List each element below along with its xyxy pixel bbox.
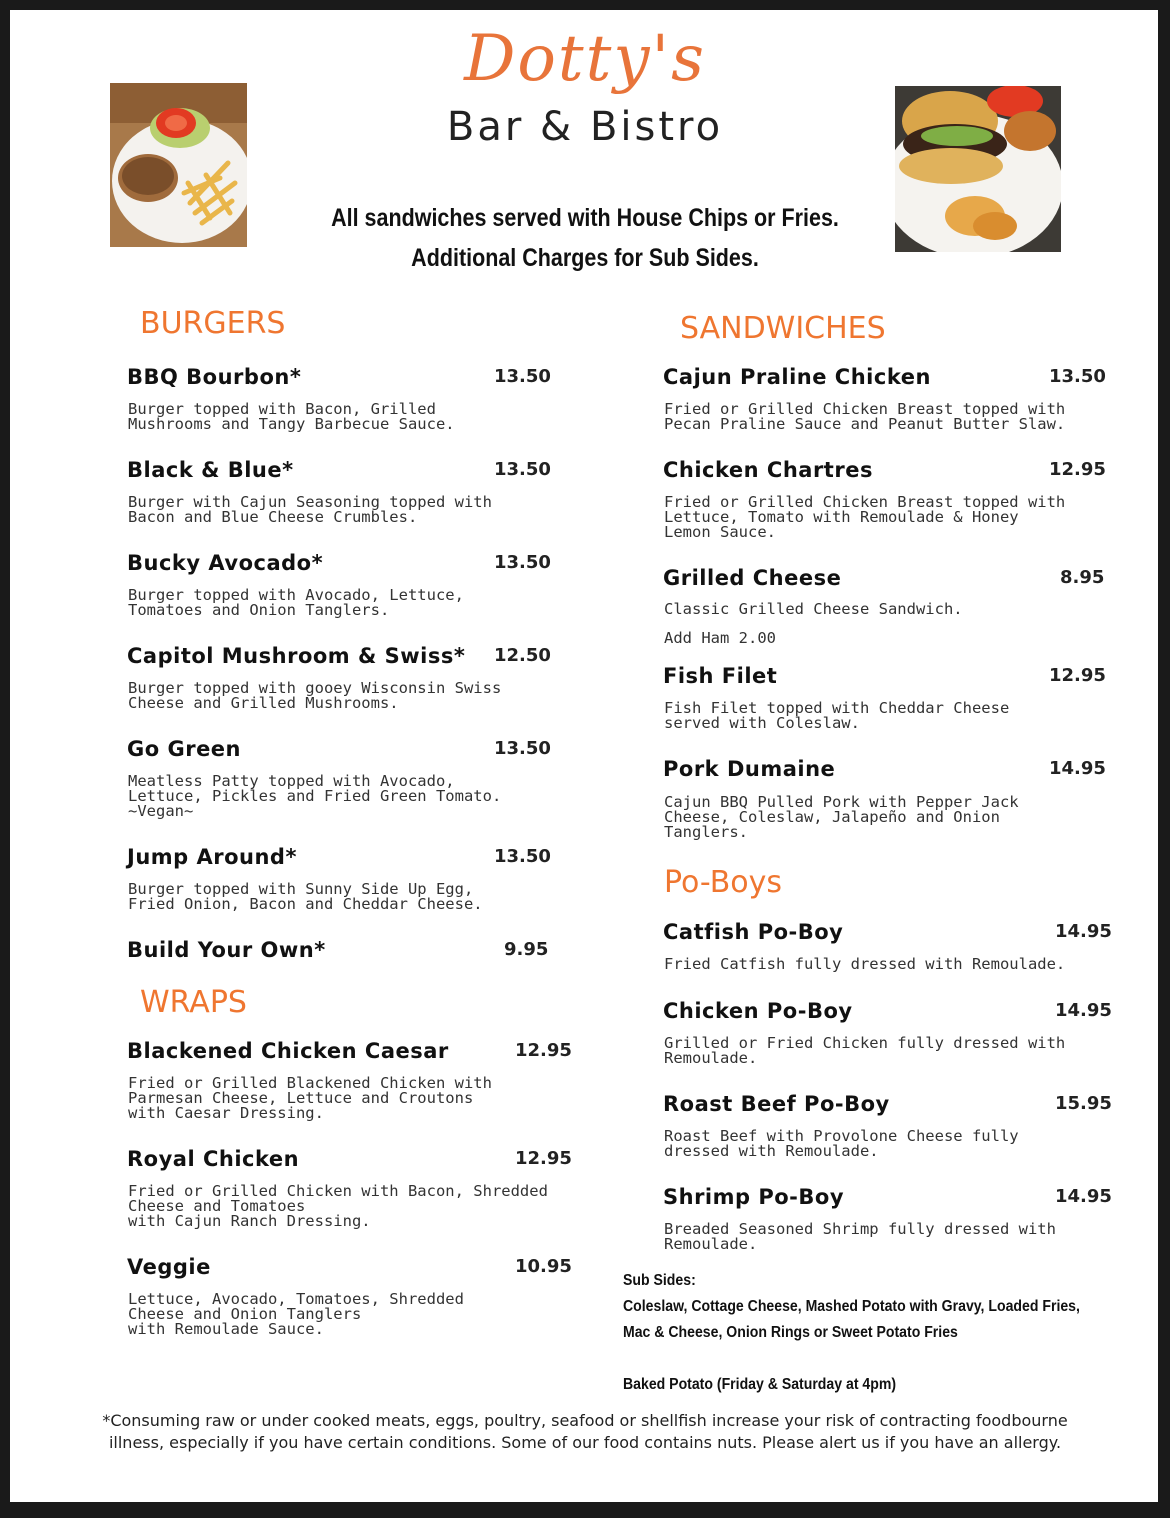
menu-item-description: Fried Catfish fully dressed with Remoulade.	[664, 955, 1066, 973]
menu-item-name: Black & Blue*	[127, 458, 294, 482]
menu-item-price: 10.95	[515, 1256, 572, 1277]
menu-item-price: 14.95	[1055, 1186, 1112, 1207]
menu-item-price: 14.95	[1055, 1000, 1112, 1021]
menu-item-description: Breaded Seasoned Shrimp fully dressed with Remoulade.	[664, 1220, 1056, 1253]
allergy-footnote: *Consuming raw or under cooked meats, eggs, poultry, seafood or shellfish increase your risk of contracting foodbourne illness, especially if you have certain conditions. Some of our food contains nuts. Please alert us if you have an allergy.	[102, 1411, 1068, 1452]
menu-item-price: 8.95	[1060, 567, 1105, 588]
section-sandwiches-title: SANDWICHES	[680, 311, 886, 346]
menu-item-description: Fried or Grilled Chicken Breast topped with Pecan Praline Sauce and Peanut Butter Slaw.	[664, 400, 1066, 433]
menu-item-price: 13.50	[494, 552, 551, 573]
menu-item-price: 12.95	[515, 1040, 572, 1061]
menu-item-description: Fish Filet topped with Cheddar Cheese served with Coleslaw.	[664, 699, 1010, 732]
menu-item-description: Burger topped with Bacon, Grilled Mushrooms and Tangy Barbecue Sauce.	[128, 400, 455, 433]
menu-item-name: Roast Beef Po-Boy	[663, 1092, 890, 1116]
menu-item-description: Burger topped with gooey Wisconsin Swiss Cheese and Grilled Mushrooms.	[128, 679, 502, 712]
sub-sides-line2: Mac & Cheese, Onion Rings or Sweet Potato Fries	[623, 1324, 958, 1341]
menu-item-description: Lettuce, Avocado, Tomatoes, Shredded Cheese and Onion Tanglers with Remoulade Sauce.	[128, 1290, 464, 1338]
menu-item-price: 12.95	[515, 1148, 572, 1169]
menu-item-description: Burger with Cajun Seasoning topped with Bacon and Blue Cheese Crumbles.	[128, 493, 492, 526]
menu-item-description: Meatless Patty topped with Avocado, Lettuce, Pickles and Fried Green Tomato. ~Vegan~	[128, 772, 502, 820]
menu-item-description: Cajun BBQ Pulled Pork with Pepper Jack Cheese, Coleslaw, Jalapeño and Onion Tanglers.	[664, 793, 1019, 841]
menu-item-price: 14.95	[1055, 921, 1112, 942]
menu-item-price: 15.95	[1055, 1093, 1112, 1114]
brand-subtitle: Bar & Bistro	[446, 104, 724, 150]
menu-item-price: 13.50	[494, 366, 551, 387]
menu-item-name: Pork Dumaine	[663, 757, 836, 781]
menu-item-name: Build Your Own*	[127, 938, 326, 962]
menu-item-name: Cajun Praline Chicken	[663, 365, 931, 389]
menu-item-description: Grilled or Fried Chicken fully dressed with Remoulade.	[664, 1034, 1066, 1067]
menu-item-price: 12.95	[1049, 665, 1106, 686]
menu-item-description: Fried or Grilled Chicken with Bacon, Shredded Cheese and Tomatoes with Cajun Ranch Dressing.	[128, 1182, 548, 1230]
section-poboys-title: Po-Boys	[664, 865, 783, 900]
menu-item-name: BBQ Bourbon*	[127, 365, 302, 389]
tagline-line2: Additional Charges for Sub Sides.	[411, 244, 759, 272]
menu-item-price: 9.95	[504, 939, 549, 960]
menu-item-name: Fish Filet	[663, 664, 778, 688]
menu-item-description: Burger topped with Avocado, Lettuce, Tomatoes and Onion Tanglers.	[128, 586, 464, 619]
menu-item-name: Jump Around*	[127, 845, 297, 869]
menu-item-price: 13.50	[494, 846, 551, 867]
menu-item-description: Classic Grilled Cheese Sandwich.	[664, 600, 963, 618]
menu-item-name: Chicken Po-Boy	[663, 999, 853, 1023]
menu-item-description: Burger topped with Sunny Side Up Egg, Fried Onion, Bacon and Cheddar Cheese.	[128, 880, 483, 913]
menu-item-name: Grilled Cheese	[663, 566, 842, 590]
menu-item-price: 13.50	[494, 738, 551, 759]
menu-item-name: Chicken Chartres	[663, 458, 873, 482]
menu-item-name: Capitol Mushroom & Swiss*	[127, 644, 466, 668]
brand-name: Dotty's	[464, 22, 706, 96]
menu-item-name: Bucky Avocado*	[127, 551, 324, 575]
menu-item-name: Royal Chicken	[127, 1147, 300, 1171]
menu-item-price: 13.50	[1049, 366, 1106, 387]
menu-item-price: 12.50	[494, 645, 551, 666]
sub-sides-label: Sub Sides:	[623, 1272, 696, 1289]
menu-item-name: Go Green	[127, 737, 242, 761]
section-burgers-title: BURGERS	[140, 306, 286, 341]
menu-item-description: Fried or Grilled Blackened Chicken with Parmesan Cheese, Lettuce and Croutons with Caesar Dressing.	[128, 1074, 492, 1122]
menu-item-price: 13.50	[494, 459, 551, 480]
section-wraps-title: WRAPS	[140, 985, 247, 1020]
menu-item-addon: Add Ham 2.00	[664, 629, 776, 647]
menu-item-name: Catfish Po-Boy	[663, 920, 844, 944]
menu-item-name: Blackened Chicken Caesar	[127, 1039, 449, 1063]
sub-sides-line1: Coleslaw, Cottage Cheese, Mashed Potato with Gravy, Loaded Fries,	[623, 1298, 1080, 1315]
menu-item-price: 12.95	[1049, 459, 1106, 480]
menu-item-name: Shrimp Po-Boy	[663, 1185, 845, 1209]
menu-item-description: Fried or Grilled Chicken Breast topped with Lettuce, Tomato with Remoulade & Honey Lemon Sauce.	[664, 493, 1066, 541]
menu-item-price: 14.95	[1049, 758, 1106, 779]
sub-sides-baked: Baked Potato (Friday & Saturday at 4pm)	[623, 1376, 897, 1393]
menu-item-name: Veggie	[127, 1255, 211, 1279]
tagline-line1: All sandwiches served with House Chips or Fries.	[331, 204, 839, 232]
menu-item-description: Roast Beef with Provolone Cheese fully dressed with Remoulade.	[664, 1127, 1019, 1160]
